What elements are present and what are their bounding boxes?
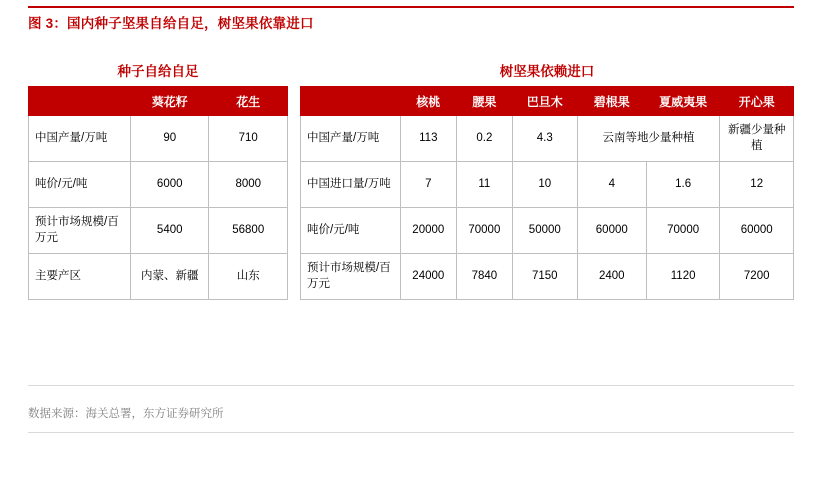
cell-value: 5400 xyxy=(130,208,209,254)
table-row xyxy=(301,162,794,208)
tree-nuts-table xyxy=(300,88,794,300)
row-label: 预计市场规模/百万元 xyxy=(29,208,131,254)
col-header-macadamia: 夏威夷果 xyxy=(646,89,720,116)
row-label: 吨价/元/吨 xyxy=(29,162,131,208)
table-row xyxy=(29,208,288,254)
table-header-row xyxy=(301,89,794,116)
table-row xyxy=(29,116,288,162)
cell-value: 10 xyxy=(512,162,577,208)
cell-value: 113 xyxy=(400,116,456,162)
cell-value: 4.3 xyxy=(512,116,577,162)
cell-value: 6000 xyxy=(130,162,209,208)
cell-value: 0.2 xyxy=(456,116,512,162)
cell-value: 内蒙、新疆 xyxy=(130,254,209,300)
col-header-blank xyxy=(301,89,401,116)
row-label: 预计市场规模/百万元 xyxy=(301,254,401,300)
row-label: 主要产区 xyxy=(29,254,131,300)
col-header-peanut: 花生 xyxy=(209,89,288,116)
table-header-row xyxy=(29,89,288,116)
col-header-cashew: 腰果 xyxy=(456,89,512,116)
cell-value: 8000 xyxy=(209,162,288,208)
cell-value: 7200 xyxy=(720,254,794,300)
cell-value-merged: 云南等地少量种植 xyxy=(577,116,720,162)
cell-value: 90 xyxy=(130,116,209,162)
source-note: 数据来源：海关总署，东方证券研究所 xyxy=(28,408,224,420)
cell-value: 7 xyxy=(400,162,456,208)
col-header-walnut: 核桃 xyxy=(400,89,456,116)
row-label: 吨价/元/吨 xyxy=(301,208,401,254)
cell-value: 24000 xyxy=(400,254,456,300)
cell-value: 新疆少量种植 xyxy=(720,116,794,162)
cell-value: 20000 xyxy=(400,208,456,254)
left-panel-title: 种子自给自足 xyxy=(117,64,199,79)
cell-value: 70000 xyxy=(456,208,512,254)
table-row xyxy=(301,208,794,254)
table-row xyxy=(301,254,794,300)
cell-value: 7150 xyxy=(512,254,577,300)
cell-value: 50000 xyxy=(512,208,577,254)
cell-value: 1120 xyxy=(646,254,720,300)
footer-divider xyxy=(28,385,794,386)
col-header-pecan: 碧根果 xyxy=(577,89,646,116)
row-label: 中国进口量/万吨 xyxy=(301,162,401,208)
right-panel xyxy=(300,60,794,300)
col-header-almond: 巴旦木 xyxy=(512,89,577,116)
bottom-divider xyxy=(28,432,794,433)
row-label: 中国产量/万吨 xyxy=(29,116,131,162)
left-panel xyxy=(28,60,288,300)
cell-value: 60000 xyxy=(577,208,646,254)
cell-value: 1.6 xyxy=(646,162,720,208)
cell-value: 56800 xyxy=(209,208,288,254)
cell-value: 7840 xyxy=(456,254,512,300)
cell-value: 2400 xyxy=(577,254,646,300)
figure-title: 图 3：国内种子坚果自给自足，树坚果依靠进口 xyxy=(28,16,314,31)
right-panel-title: 树坚果依赖进口 xyxy=(499,64,595,79)
col-header-blank xyxy=(29,89,131,116)
cell-value: 60000 xyxy=(720,208,794,254)
cell-value: 710 xyxy=(209,116,288,162)
seeds-table xyxy=(28,88,288,300)
cell-value: 山东 xyxy=(209,254,288,300)
top-divider xyxy=(28,6,794,8)
col-header-pistachio: 开心果 xyxy=(720,89,794,116)
table-row xyxy=(301,116,794,162)
row-label: 中国产量/万吨 xyxy=(301,116,401,162)
table-row xyxy=(29,254,288,300)
col-header-sunflower: 葵花籽 xyxy=(130,89,209,116)
cell-value: 4 xyxy=(577,162,646,208)
cell-value: 12 xyxy=(720,162,794,208)
cell-value: 11 xyxy=(456,162,512,208)
table-row xyxy=(29,162,288,208)
cell-value: 70000 xyxy=(646,208,720,254)
